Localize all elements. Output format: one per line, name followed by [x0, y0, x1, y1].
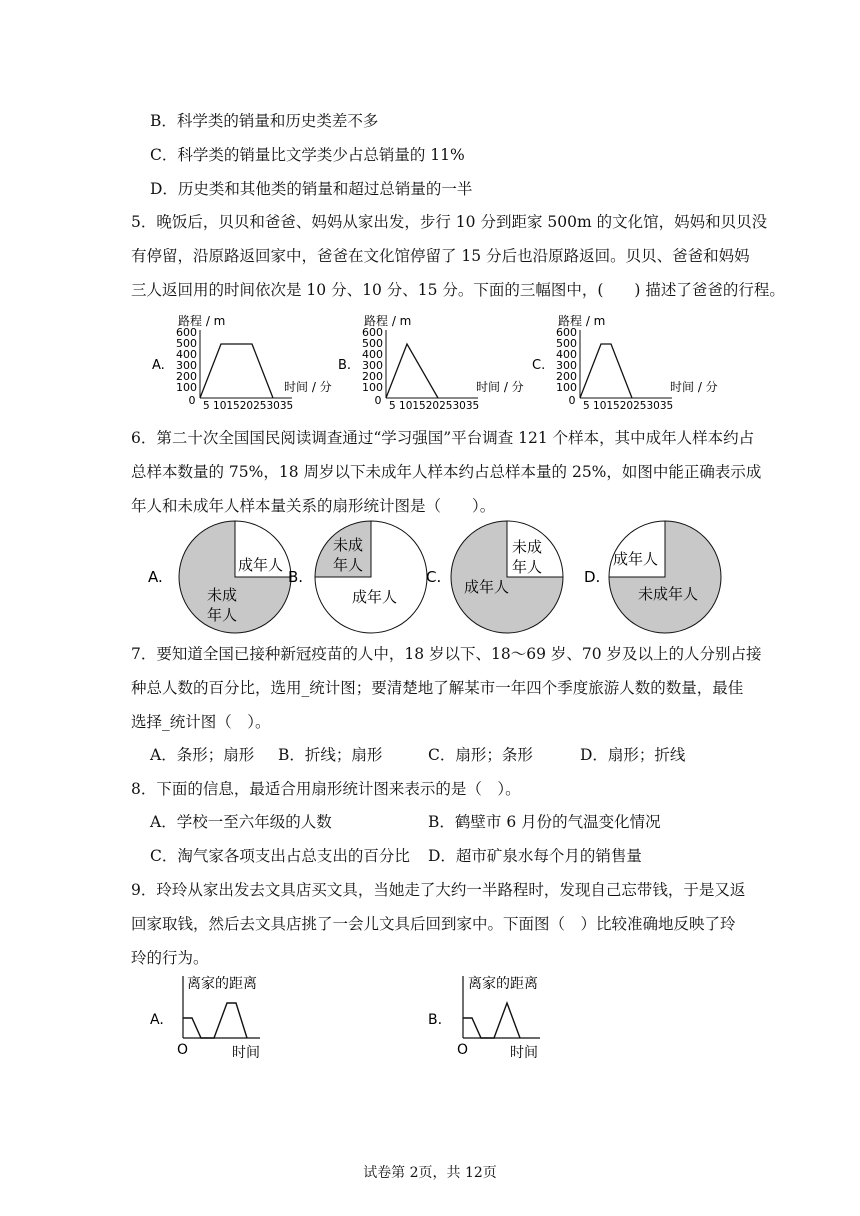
q5-graph-a — [150, 310, 350, 416]
q9-stem-line-1: 9．玲玲从家出发去文具店买文具，当她走了大约一半路程时，发现自己忘带钱，于是又返 — [131, 881, 746, 899]
svg-text:200: 200 — [556, 370, 577, 383]
q6-pie-d-minor-label: 未成年人 — [638, 585, 699, 603]
q6-option-b: B. — [288, 568, 304, 586]
q6-pie-a-minor-label-1: 未成 — [207, 586, 238, 604]
q8-stem: 8．下面的信息，最适合用扇形统计图来表示的是（ ）。 — [131, 780, 521, 798]
svg-text:100: 100 — [362, 381, 383, 394]
q5-graph-b-origin: 0 — [374, 394, 382, 407]
q5-graph-a-xticks: 5 101520253035 — [203, 400, 294, 412]
svg-text:100: 100 — [176, 381, 197, 394]
q4-option-c: C．科学类的销量比文学类少占总销量的 11% — [150, 146, 465, 164]
q6-option-a: A. — [148, 568, 163, 586]
q9-graph-b — [428, 970, 558, 1062]
q5-graph-b-xticks: 5 101520253035 — [389, 400, 480, 412]
q5-graph-a-xlabel: 时间 / 分 — [284, 380, 332, 394]
q5-graph-b-xlabel: 时间 / 分 — [476, 380, 524, 394]
q6-option-d: D. — [584, 568, 601, 586]
svg-text:500: 500 — [556, 337, 577, 350]
q5-graph-a-yticks — [176, 326, 197, 394]
svg-text:400: 400 — [362, 348, 383, 361]
q6-pie-b-minor-label-1: 未成 — [333, 536, 364, 554]
q4-option-d: D．历史类和其他类的销量和超过总销量的一半 — [150, 180, 473, 198]
q5-graph-a-ylabel: 路程 / m — [178, 314, 226, 328]
q7-option-c: C．扇形；条形 — [428, 746, 533, 764]
q8-option-c: C．淘气家各项支出占总支出的百分比 — [150, 847, 410, 865]
svg-text:300: 300 — [556, 359, 577, 372]
q6-pie-a-minor-label-2: 年人 — [207, 606, 238, 624]
q5-graph-c — [530, 310, 730, 416]
svg-text:500: 500 — [362, 337, 383, 350]
q6-pie-b-adult-label: 成年人 — [352, 588, 398, 606]
q9-stem-line-3: 玲的行为。 — [131, 949, 209, 967]
q9-graph-b-origin: O — [457, 1042, 469, 1058]
q9-graph-b-option: B. — [428, 1012, 443, 1028]
svg-text:500: 500 — [176, 337, 197, 350]
q5-stem-line-1: 5．晚饭后，贝贝和爸爸、妈妈从家出发，步行 10 分到距家 500m 的文化馆，妈妈和贝贝没 — [131, 213, 768, 231]
q5-graph-b-yticks — [362, 326, 383, 394]
q5-graph-c-origin: 0 — [568, 394, 576, 407]
q5-graph-c-xticks: 5 101520253035 — [583, 400, 674, 412]
q5-graph-c-yticks — [556, 326, 577, 394]
q9-graph-a-option: A. — [150, 1012, 164, 1028]
q6-pie-b-minor-label-2: 年人 — [333, 556, 364, 574]
q6-pie-c-minor-label-2: 年人 — [512, 558, 543, 576]
q5-graph-b-line — [386, 344, 438, 398]
q7-option-b: B．折线；扇形 — [278, 746, 383, 764]
q9-graph-a-line — [183, 1003, 247, 1038]
q9-graph-a — [150, 970, 280, 1062]
svg-text:300: 300 — [362, 359, 383, 372]
q5-graph-a-line — [200, 344, 273, 398]
svg-text:200: 200 — [362, 370, 383, 383]
svg-text:600: 600 — [362, 326, 383, 339]
q6-stem-line-1: 6．第二十次全国国民阅读调查通过“学习强国”平台调查 121 个样本，其中成年人样本约占 — [131, 429, 755, 447]
q7-stem-line-3: 选择_统计图（ ）。 — [131, 713, 271, 731]
q8-option-b: B．鹤壁市 6 月份的气温变化情况 — [428, 813, 661, 831]
q9-graph-a-ylabel: 离家的距离 — [187, 976, 257, 992]
q5-graph-c-ylabel: 路程 / m — [558, 314, 606, 328]
q9-stem-line-2: 回家取钱，然后去文具店挑了一会儿文具后回到家中。下面图（ ）比较准确地反映了玲 — [131, 915, 736, 933]
q6-pie-d-adult-slice — [609, 521, 665, 577]
q6-stem-line-3: 年人和未成年人样本量关系的扇形统计图是（ ）。 — [131, 497, 496, 515]
q8-option-a: A．学校一至六年级的人数 — [150, 813, 332, 831]
q7-option-a: A．条形；扇形 — [150, 746, 255, 764]
q6-pie-d-adult-label: 成年人 — [613, 550, 659, 568]
q9-graph-b-ylabel: 离家的距离 — [468, 976, 538, 992]
q5-graph-c-option: C. — [532, 358, 546, 373]
q6-pie-a-adult-label: 成年人 — [238, 556, 284, 574]
q5-stem-line-3: 三人返回用的时间依次是 10 分、10 分、15 分。下面的三幅图中，( ) 描述了爸爸的行程。 — [131, 281, 785, 299]
q9-graph-a-xlabel: 时间 — [232, 1045, 260, 1061]
q7-stem-line-2: 种总人数的百分比，选用_统计图；要清楚地了解某市一年四个季度旅游人数的数量，最佳 — [131, 679, 744, 697]
q7-stem-line-1: 7．要知道全国已接种新冠疫苗的人中，18 岁以下、18～69 岁、70 岁及以上的人分别占接 — [131, 645, 762, 663]
q5-graph-b-ylabel: 路程 / m — [364, 314, 412, 328]
svg-text:300: 300 — [176, 359, 197, 372]
svg-text:400: 400 — [556, 348, 577, 361]
q6-pie-charts — [140, 518, 740, 636]
q7-option-d: D．扇形；折线 — [580, 746, 686, 764]
q5-graph-b-option: B. — [338, 358, 352, 373]
svg-text:600: 600 — [176, 326, 197, 339]
svg-text:200: 200 — [176, 370, 197, 383]
q5-stem-line-2: 有停留，沿原路返回家中，爸爸在文化馆停留了 15 分后也沿原路返回。贝贝、爸爸和妈妈 — [131, 247, 750, 265]
q6-pie-c-adult-label: 成年人 — [464, 578, 510, 596]
q9-graph-b-xlabel: 时间 — [510, 1045, 538, 1061]
q6-pie-c-minor-label-1: 未成 — [512, 538, 543, 556]
q4-option-b: B．科学类的销量和历史类差不多 — [150, 112, 379, 130]
svg-text:100: 100 — [556, 381, 577, 394]
q6-stem-line-2: 总样本数量的 75%，18 周岁以下未成年人样本约占总样本量的 25%，如图中能正确表示成 — [131, 463, 762, 481]
q9-graph-a-origin: O — [177, 1042, 189, 1058]
q8-option-d: D．超市矿泉水每个月的销售量 — [428, 847, 642, 865]
q5-graph-c-xlabel: 时间 / 分 — [670, 380, 718, 394]
q5-graph-a-origin: 0 — [188, 394, 196, 407]
q9-graph-b-line — [463, 1003, 520, 1038]
q5-graph-b — [336, 310, 536, 416]
q6-option-c: C. — [426, 568, 442, 586]
q5-graph-a-option: A. — [152, 358, 165, 373]
q5-graph-c-line — [580, 344, 632, 398]
page-footer: 试卷第 2页，共 12页 — [363, 1165, 497, 1181]
svg-text:400: 400 — [176, 348, 197, 361]
svg-text:600: 600 — [556, 326, 577, 339]
